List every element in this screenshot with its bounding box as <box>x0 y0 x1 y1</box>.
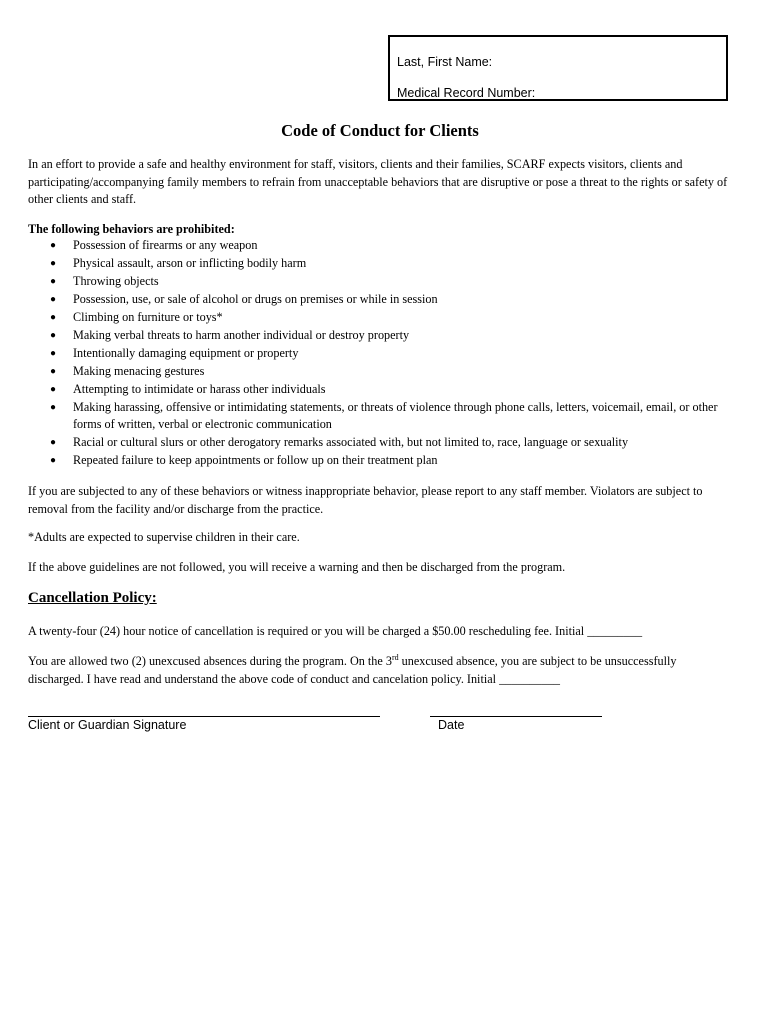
list-item <box>28 273 718 291</box>
adults-note: *Adults are expected to supervise children in their care. <box>28 530 300 544</box>
list-item <box>28 345 718 363</box>
behavior-text: Making menacing gestures <box>73 363 205 378</box>
list-item <box>28 381 718 399</box>
list-item <box>28 399 718 434</box>
report-paragraph: If you are subjected to any of these behaviors or witness inappropriate behavior, please report to any staff member. Violators are subject to removal from the facility and/or discharge from the practice. <box>28 484 703 516</box>
bullet-icon: ● <box>50 329 57 341</box>
list-item <box>28 363 718 381</box>
cancellation-notice: A twenty-four (24) hour notice of cancellation is required or you will be charged a $50.00 rescheduling fee. Initial _________ <box>28 624 643 638</box>
bullet-icon: ● <box>50 437 57 449</box>
behavior-text: Intentionally damaging equipment or property <box>73 345 299 360</box>
bullet-icon: ● <box>50 455 57 467</box>
list-item <box>28 434 718 452</box>
date-label: Date <box>438 718 465 732</box>
bullet-icon: ● <box>50 365 57 377</box>
cancellation-heading: Cancellation Policy: <box>28 590 157 606</box>
date-line[interactable] <box>430 702 602 717</box>
bullet-icon: ● <box>50 275 57 287</box>
bullet-icon: ● <box>50 293 57 305</box>
absences-text-end: unexcused absence, you are subject to be unsuccessfully discharged. I have read and understand the above code of conduct and cancelation policy. Initial __________ <box>28 654 677 686</box>
behavior-text: Making verbal threats to harm another individual or destroy property <box>73 327 410 342</box>
list-item <box>28 237 718 255</box>
behavior-text: Throwing objects <box>73 273 159 288</box>
bullet-icon: ● <box>50 383 57 395</box>
behavior-text: Possession, use, or sale of alcohol or drugs on premises or while in session <box>73 291 438 306</box>
behavior-text: Racial or cultural slurs or other derogatory remarks associated with, but not limited to, race, language or sexuality <box>73 435 629 450</box>
behavior-text: Possession of firearms or any weapon <box>73 238 258 252</box>
behavior-text: Making harassing, offensive or intimidating statements, or threats of violence through phone calls, letters, voicemail, email, or other forms of written, verbal or electronic communication <box>73 399 718 432</box>
document-title: Code of Conduct for Clients <box>281 121 479 140</box>
medical-record-number-label: Medical Record Number: <box>397 86 536 100</box>
list-item <box>28 452 718 470</box>
intro-paragraph: In an effort to provide a safe and healthy environment for staff, visitors, clients and their families, SCARF expects visitors, clients and participating/accompanying family members to refrain from unacceptable behaviors that are disruptive or pose a threat to the rights or safety of other clients and staff. <box>28 157 728 206</box>
list-item <box>28 291 718 309</box>
ordinal-suffix: rd <box>391 652 399 662</box>
list-item <box>28 327 718 345</box>
behavior-text: Physical assault, arson or inflicting bodily harm <box>73 255 307 270</box>
bullet-icon: ● <box>50 401 57 413</box>
list-item <box>28 309 718 327</box>
signature-line[interactable] <box>28 702 380 717</box>
prohibited-heading: The following behaviors are prohibited: <box>28 222 235 236</box>
list-item <box>28 255 718 273</box>
prohibited-behaviors-list <box>28 237 718 470</box>
guidelines-note: If the above guidelines are not followed, you will receive a warning and then be discharged from the program. <box>28 560 566 574</box>
name-label: Last, First Name: <box>397 55 493 69</box>
patient-id-box <box>388 35 728 101</box>
bullet-icon: ● <box>50 347 57 359</box>
behavior-text: Climbing on furniture or toys* <box>73 309 223 324</box>
absences-text-start: You are allowed two (2) unexcused absences during the program. On the 3 <box>28 654 392 668</box>
bullet-icon: ● <box>50 240 57 251</box>
bullet-icon: ● <box>50 257 57 269</box>
behavior-text: Repeated failure to keep appointments or follow up on their treatment plan <box>73 453 438 468</box>
signature-label: Client or Guardian Signature <box>28 718 187 732</box>
behavior-text: Attempting to intimidate or harass other individuals <box>73 381 326 396</box>
bullet-icon: ● <box>50 311 57 323</box>
absences-paragraph <box>28 653 732 688</box>
